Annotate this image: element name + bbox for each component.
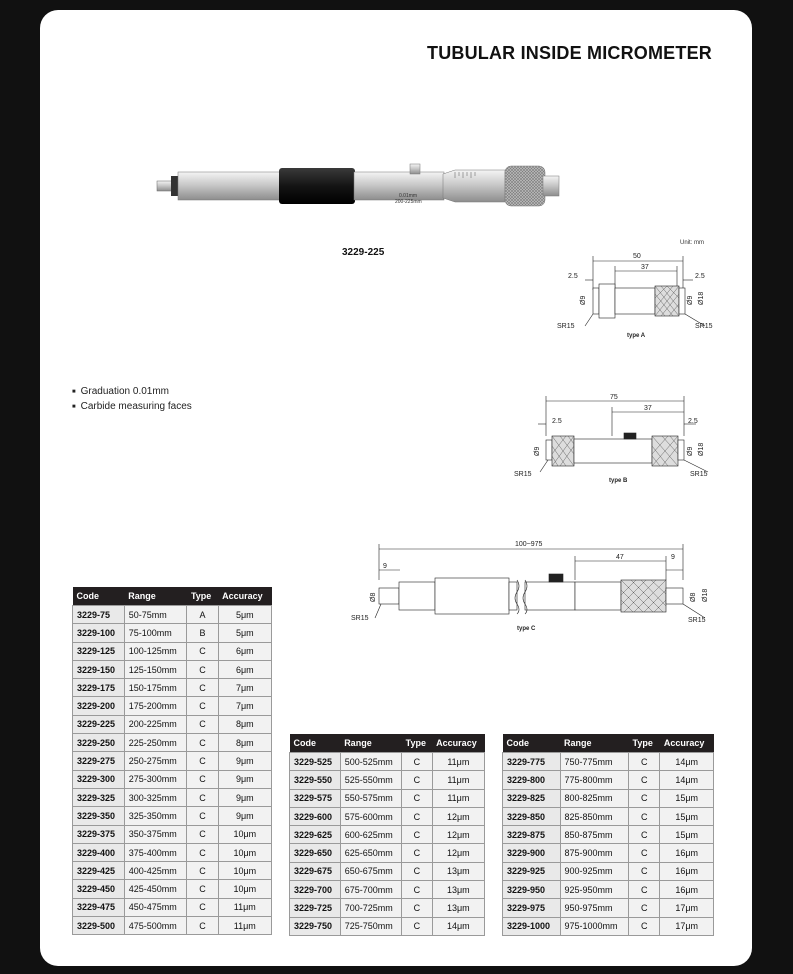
table-row bbox=[73, 642, 272, 660]
table-row bbox=[73, 697, 272, 715]
range-cell: 450-475mm bbox=[124, 898, 187, 916]
range-cell: 500-525mm bbox=[340, 753, 401, 771]
type-cell: C bbox=[187, 660, 218, 678]
code-cell: 3229-150 bbox=[73, 660, 125, 678]
header-accuracy: Accuracy bbox=[218, 587, 271, 606]
table-header-row bbox=[503, 734, 714, 753]
header-accuracy: Accuracy bbox=[660, 734, 714, 753]
type-b-drawing bbox=[512, 390, 717, 480]
accuracy-cell: 9μm bbox=[218, 770, 271, 788]
code-cell: 3229-525 bbox=[290, 753, 341, 771]
range-cell: 475-500mm bbox=[124, 917, 187, 935]
range-cell: 950-975mm bbox=[560, 899, 629, 917]
accuracy-cell: 6μm bbox=[218, 642, 271, 660]
type-a-drawing bbox=[555, 248, 720, 330]
code-cell: 3229-375 bbox=[73, 825, 125, 843]
range-cell: 550-575mm bbox=[340, 789, 401, 807]
table-row bbox=[73, 862, 272, 880]
table-row bbox=[73, 843, 272, 861]
code-cell: 3229-775 bbox=[503, 753, 561, 771]
dim-right-dia: Ø9 bbox=[687, 446, 694, 456]
dim-body-dia: Ø18 bbox=[698, 442, 705, 456]
type-cell: C bbox=[402, 917, 433, 935]
code-cell: 3229-475 bbox=[73, 898, 125, 916]
table-row bbox=[503, 899, 714, 917]
range-cell: 375-400mm bbox=[124, 843, 187, 861]
header-accuracy: Accuracy bbox=[432, 734, 484, 753]
page-title: TUBULAR INSIDE MICROMETER bbox=[427, 43, 712, 63]
type-c-drawing bbox=[345, 536, 720, 626]
accuracy-cell: 10μm bbox=[218, 880, 271, 898]
code-cell: 3229-750 bbox=[290, 917, 341, 935]
table-row bbox=[503, 844, 714, 862]
type-cell: C bbox=[187, 642, 218, 660]
dim-overall: 75 bbox=[610, 394, 618, 401]
product-code-caption: 3229-225 bbox=[342, 247, 385, 258]
table-row bbox=[73, 752, 272, 770]
table-row bbox=[290, 917, 485, 935]
accuracy-cell: 13μm bbox=[432, 899, 484, 917]
table-row bbox=[290, 881, 485, 899]
type-cell: C bbox=[629, 862, 660, 880]
code-cell: 3229-825 bbox=[503, 789, 561, 807]
table-row bbox=[73, 606, 272, 624]
code-cell: 3229-100 bbox=[73, 624, 125, 642]
spec-table bbox=[72, 587, 272, 935]
code-cell: 3229-800 bbox=[503, 771, 561, 789]
accuracy-cell: 10μm bbox=[218, 862, 271, 880]
table-row bbox=[290, 826, 485, 844]
accuracy-cell: 5μm bbox=[218, 624, 271, 642]
dim-left-dia: Ø9 bbox=[534, 446, 541, 456]
range-cell: 575-600mm bbox=[340, 807, 401, 825]
table-row bbox=[503, 826, 714, 844]
accuracy-cell: 15μm bbox=[660, 826, 714, 844]
header-range: Range bbox=[560, 734, 629, 753]
accuracy-cell: 11μm bbox=[432, 771, 484, 789]
header-code: Code bbox=[503, 734, 561, 753]
code-cell: 3229-575 bbox=[290, 789, 341, 807]
spec-table bbox=[502, 734, 714, 936]
unit-note: Unit: mm bbox=[680, 240, 704, 246]
type-a-label: type A bbox=[627, 333, 646, 339]
code-cell: 3229-400 bbox=[73, 843, 125, 861]
range-cell: 875-900mm bbox=[560, 844, 629, 862]
range-cell: 100-125mm bbox=[124, 642, 187, 660]
accuracy-cell: 10μm bbox=[218, 825, 271, 843]
range-cell: 150-175mm bbox=[124, 679, 187, 697]
type-cell: C bbox=[402, 826, 433, 844]
dim-right-tip: 2.5 bbox=[695, 273, 705, 280]
table-row bbox=[73, 660, 272, 678]
table-row bbox=[290, 862, 485, 880]
dim-left-dia: Ø8 bbox=[370, 592, 377, 602]
table-header-row bbox=[290, 734, 485, 753]
range-cell: 925-950mm bbox=[560, 881, 629, 899]
range-cell: 300-325mm bbox=[124, 788, 187, 806]
type-cell: A bbox=[187, 606, 218, 624]
range-cell: 525-550mm bbox=[340, 771, 401, 789]
range-cell: 775-800mm bbox=[560, 771, 629, 789]
table-row bbox=[290, 844, 485, 862]
code-cell: 3229-600 bbox=[290, 807, 341, 825]
dim-body: 47 bbox=[616, 554, 624, 561]
type-cell: C bbox=[187, 770, 218, 788]
dim-right-radius: SR15 bbox=[695, 323, 713, 330]
header-code: Code bbox=[290, 734, 341, 753]
accuracy-cell: 6μm bbox=[218, 660, 271, 678]
type-cell: C bbox=[402, 789, 433, 807]
range-cell: 850-875mm bbox=[560, 826, 629, 844]
type-cell: C bbox=[629, 807, 660, 825]
feature-list bbox=[72, 385, 192, 415]
type-cell: C bbox=[187, 788, 218, 806]
dim-body-dia: Ø18 bbox=[702, 588, 709, 602]
range-cell: 425-450mm bbox=[124, 880, 187, 898]
type-cell: C bbox=[402, 771, 433, 789]
table-row bbox=[73, 825, 272, 843]
range-cell: 750-775mm bbox=[560, 753, 629, 771]
code-cell: 3229-900 bbox=[503, 844, 561, 862]
dim-left-radius: SR15 bbox=[557, 323, 575, 330]
type-cell: C bbox=[629, 771, 660, 789]
code-cell: 3229-325 bbox=[73, 788, 125, 806]
code-cell: 3229-1000 bbox=[503, 917, 561, 935]
dim-body: 37 bbox=[644, 405, 652, 412]
range-cell: 50-75mm bbox=[124, 606, 187, 624]
accuracy-cell: 5μm bbox=[218, 606, 271, 624]
code-cell: 3229-250 bbox=[73, 734, 125, 752]
range-cell: 900-925mm bbox=[560, 862, 629, 880]
type-cell: C bbox=[402, 862, 433, 880]
feature-item: ■ Carbide measuring faces bbox=[72, 400, 192, 415]
range-cell: 350-375mm bbox=[124, 825, 187, 843]
header-type: Type bbox=[402, 734, 433, 753]
accuracy-cell: 11μm bbox=[218, 898, 271, 916]
code-cell: 3229-975 bbox=[503, 899, 561, 917]
table-row bbox=[503, 862, 714, 880]
accuracy-cell: 16μm bbox=[660, 881, 714, 899]
range-cell: 650-675mm bbox=[340, 862, 401, 880]
type-cell: C bbox=[187, 862, 218, 880]
type-cell: C bbox=[629, 844, 660, 862]
range-cell: 625-650mm bbox=[340, 844, 401, 862]
code-cell: 3229-550 bbox=[290, 771, 341, 789]
type-cell: C bbox=[187, 843, 218, 861]
type-cell: C bbox=[402, 899, 433, 917]
accuracy-cell: 13μm bbox=[432, 881, 484, 899]
catalog-page bbox=[40, 10, 752, 966]
accuracy-cell: 14μm bbox=[432, 917, 484, 935]
accuracy-cell: 11μm bbox=[432, 753, 484, 771]
range-cell: 200-225mm bbox=[124, 715, 187, 733]
table-row bbox=[503, 753, 714, 771]
type-cell: C bbox=[629, 789, 660, 807]
type-cell: C bbox=[187, 734, 218, 752]
table-row bbox=[290, 789, 485, 807]
range-cell: 325-350mm bbox=[124, 807, 187, 825]
accuracy-cell: 16μm bbox=[660, 844, 714, 862]
type-cell: C bbox=[629, 917, 660, 935]
range-cell: 800-825mm bbox=[560, 789, 629, 807]
header-code: Code bbox=[73, 587, 125, 606]
dim-overall: 50 bbox=[633, 253, 641, 260]
accuracy-cell: 8μm bbox=[218, 734, 271, 752]
type-cell: C bbox=[187, 752, 218, 770]
dim-left-radius: SR15 bbox=[351, 615, 369, 622]
code-cell: 3229-425 bbox=[73, 862, 125, 880]
dim-right-dia: Ø8 bbox=[690, 592, 697, 602]
accuracy-cell: 12μm bbox=[432, 826, 484, 844]
code-cell: 3229-925 bbox=[503, 862, 561, 880]
range-cell: 225-250mm bbox=[124, 734, 187, 752]
table-row bbox=[73, 898, 272, 916]
type-cell: C bbox=[187, 807, 218, 825]
table-row bbox=[503, 807, 714, 825]
accuracy-cell: 15μm bbox=[660, 807, 714, 825]
type-cell: C bbox=[402, 807, 433, 825]
code-cell: 3229-625 bbox=[290, 826, 341, 844]
type-cell: C bbox=[629, 881, 660, 899]
accuracy-cell: 8μm bbox=[218, 715, 271, 733]
code-cell: 3229-675 bbox=[290, 862, 341, 880]
table-row bbox=[73, 734, 272, 752]
type-cell: C bbox=[187, 697, 218, 715]
header-type: Type bbox=[187, 587, 218, 606]
table-row bbox=[503, 789, 714, 807]
type-cell: C bbox=[629, 753, 660, 771]
marking-graduation: 0.01mm bbox=[399, 193, 418, 199]
table-header-row bbox=[73, 587, 272, 606]
dim-left-dia: Ø9 bbox=[580, 295, 587, 305]
marking-range: 200-225mm bbox=[395, 199, 422, 205]
dim-left-tip: 2.5 bbox=[568, 273, 578, 280]
range-cell: 700-725mm bbox=[340, 899, 401, 917]
table-row bbox=[73, 917, 272, 935]
accuracy-cell: 9μm bbox=[218, 807, 271, 825]
type-cell: C bbox=[187, 898, 218, 916]
accuracy-cell: 9μm bbox=[218, 788, 271, 806]
header-range: Range bbox=[340, 734, 401, 753]
range-cell: 75-100mm bbox=[124, 624, 187, 642]
table-row bbox=[73, 807, 272, 825]
type-cell: C bbox=[629, 899, 660, 917]
range-cell: 275-300mm bbox=[124, 770, 187, 788]
table-row bbox=[73, 679, 272, 697]
code-cell: 3229-650 bbox=[290, 844, 341, 862]
range-cell: 250-275mm bbox=[124, 752, 187, 770]
table-row bbox=[73, 715, 272, 733]
accuracy-cell: 11μm bbox=[432, 789, 484, 807]
accuracy-cell: 12μm bbox=[432, 807, 484, 825]
range-cell: 600-625mm bbox=[340, 826, 401, 844]
code-cell: 3229-725 bbox=[290, 899, 341, 917]
type-c-label: type C bbox=[517, 626, 536, 632]
range-cell: 125-150mm bbox=[124, 660, 187, 678]
table-row bbox=[290, 807, 485, 825]
code-cell: 3229-875 bbox=[503, 826, 561, 844]
code-cell: 3229-275 bbox=[73, 752, 125, 770]
accuracy-cell: 11μm bbox=[218, 917, 271, 935]
code-cell: 3229-175 bbox=[73, 679, 125, 697]
table-row bbox=[503, 771, 714, 789]
accuracy-cell: 15μm bbox=[660, 789, 714, 807]
type-cell: C bbox=[187, 679, 218, 697]
accuracy-cell: 7μm bbox=[218, 697, 271, 715]
dim-right-tip: 9 bbox=[671, 554, 675, 561]
type-cell: C bbox=[187, 825, 218, 843]
spec-table bbox=[289, 734, 485, 936]
type-cell: C bbox=[629, 826, 660, 844]
type-cell: C bbox=[402, 844, 433, 862]
table-row bbox=[503, 917, 714, 935]
type-b-label: type B bbox=[609, 478, 628, 484]
dim-right-radius: SR15 bbox=[688, 617, 706, 624]
header-type: Type bbox=[629, 734, 660, 753]
code-cell: 3229-450 bbox=[73, 880, 125, 898]
header-range: Range bbox=[124, 587, 187, 606]
code-cell: 3229-125 bbox=[73, 642, 125, 660]
code-cell: 3229-350 bbox=[73, 807, 125, 825]
accuracy-cell: 14μm bbox=[660, 753, 714, 771]
dim-left-radius: SR15 bbox=[514, 471, 532, 478]
table-row bbox=[503, 881, 714, 899]
code-cell: 3229-500 bbox=[73, 917, 125, 935]
range-cell: 825-850mm bbox=[560, 807, 629, 825]
code-cell: 3229-700 bbox=[290, 881, 341, 899]
accuracy-cell: 13μm bbox=[432, 862, 484, 880]
type-cell: C bbox=[402, 753, 433, 771]
code-cell: 3229-950 bbox=[503, 881, 561, 899]
accuracy-cell: 14μm bbox=[660, 771, 714, 789]
range-cell: 675-700mm bbox=[340, 881, 401, 899]
accuracy-cell: 16μm bbox=[660, 862, 714, 880]
table-row bbox=[73, 770, 272, 788]
table-row bbox=[73, 788, 272, 806]
dim-body: 37 bbox=[641, 264, 649, 271]
table-row bbox=[290, 753, 485, 771]
accuracy-cell: 12μm bbox=[432, 844, 484, 862]
accuracy-cell: 7μm bbox=[218, 679, 271, 697]
table-row bbox=[290, 771, 485, 789]
code-cell: 3229-300 bbox=[73, 770, 125, 788]
accuracy-cell: 10μm bbox=[218, 843, 271, 861]
table-row bbox=[73, 624, 272, 642]
range-cell: 975-1000mm bbox=[560, 917, 629, 935]
type-cell: C bbox=[187, 715, 218, 733]
type-cell: C bbox=[187, 880, 218, 898]
table-row bbox=[73, 880, 272, 898]
code-cell: 3229-75 bbox=[73, 606, 125, 624]
code-cell: 3229-225 bbox=[73, 715, 125, 733]
range-cell: 400-425mm bbox=[124, 862, 187, 880]
code-cell: 3229-200 bbox=[73, 697, 125, 715]
dim-right-dia: Ø9 bbox=[687, 295, 694, 305]
code-cell: 3229-850 bbox=[503, 807, 561, 825]
dim-overall: 100~975 bbox=[515, 541, 543, 548]
dim-right-tip: 2.5 bbox=[688, 418, 698, 425]
dim-left-tip: 9 bbox=[383, 563, 387, 570]
range-cell: 725-750mm bbox=[340, 917, 401, 935]
accuracy-cell: 17μm bbox=[660, 899, 714, 917]
micrometer-photo bbox=[155, 158, 565, 218]
dim-left-tip: 2.5 bbox=[552, 418, 562, 425]
dim-right-radius: SR15 bbox=[690, 471, 708, 478]
type-cell: C bbox=[402, 881, 433, 899]
range-cell: 175-200mm bbox=[124, 697, 187, 715]
accuracy-cell: 9μm bbox=[218, 752, 271, 770]
accuracy-cell: 17μm bbox=[660, 917, 714, 935]
table-row bbox=[290, 899, 485, 917]
feature-item: ■ Graduation 0.01mm bbox=[72, 385, 192, 400]
dim-body-dia: Ø18 bbox=[698, 291, 705, 305]
type-cell: B bbox=[187, 624, 218, 642]
type-cell: C bbox=[187, 917, 218, 935]
